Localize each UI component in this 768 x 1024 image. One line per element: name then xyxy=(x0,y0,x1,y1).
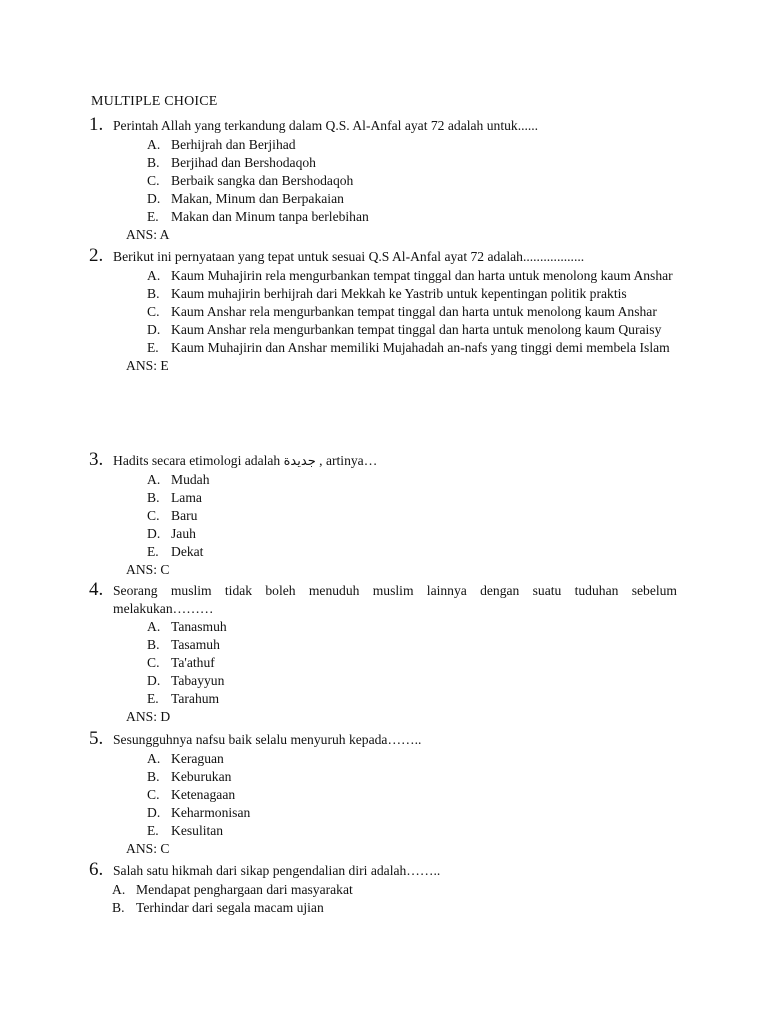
option-text: Kaum Muhajirin rela mengurbankan tempat tinggal dan harta untuk menolong kaum Anshar xyxy=(171,268,673,283)
option-text: Keraguan xyxy=(171,751,224,766)
option-letter: D. xyxy=(147,322,161,337)
options-list xyxy=(89,881,677,917)
option-letter: C. xyxy=(147,655,160,670)
answer-key: ANS: A xyxy=(126,227,170,242)
option-text: Tarahum xyxy=(171,691,220,706)
question-1 xyxy=(89,114,677,244)
option-letter: C. xyxy=(147,508,160,523)
option-e xyxy=(147,543,677,561)
option-text: Keharmonisan xyxy=(171,805,251,820)
option-d xyxy=(147,190,677,208)
option-letter: B. xyxy=(147,155,160,170)
option-letter: C. xyxy=(147,173,160,188)
option-d xyxy=(147,672,677,690)
option-text: Terhindar dari segala macam ujian xyxy=(136,900,324,915)
option-c xyxy=(147,507,677,525)
option-text: Dekat xyxy=(171,544,204,559)
option-letter: A. xyxy=(147,268,161,283)
question-number: 6. xyxy=(89,859,104,880)
arabic-term: جديدة xyxy=(283,454,316,469)
option-letter: D. xyxy=(147,526,161,541)
option-letter: B. xyxy=(147,769,160,784)
question-text: Salah satu hikmah dari sikap pengendalian diri adalah…….. xyxy=(113,863,441,878)
option-e xyxy=(147,208,677,226)
answer-key: ANS: E xyxy=(126,358,169,373)
option-text: Tabayyun xyxy=(171,673,225,688)
option-letter: C. xyxy=(147,787,160,802)
option-a xyxy=(147,618,677,636)
option-a xyxy=(147,267,677,285)
question-6 xyxy=(89,859,677,917)
option-b xyxy=(147,285,677,303)
options-list xyxy=(89,750,677,840)
option-text: Keburukan xyxy=(171,769,232,784)
question-text-before: Hadits secara etimologi adalah xyxy=(113,453,281,468)
question-number: 4. xyxy=(89,579,104,600)
option-c xyxy=(147,786,677,804)
option-text: Ta'athuf xyxy=(171,655,215,670)
options-list xyxy=(89,618,677,708)
option-text: Mendapat penghargaan dari masyarakat xyxy=(136,882,353,897)
options-list xyxy=(89,267,677,357)
option-letter: E. xyxy=(147,691,159,706)
option-text: Makan, Minum dan Berpakaian xyxy=(171,191,344,206)
section-heading: MULTIPLE CHOICE xyxy=(91,94,218,109)
option-d xyxy=(147,804,677,822)
option-b xyxy=(147,768,677,786)
option-text: Baru xyxy=(171,508,198,523)
question-2 xyxy=(89,245,677,375)
question-text xyxy=(113,452,677,471)
options-list xyxy=(89,136,677,226)
answer-key: ANS: D xyxy=(126,709,171,724)
option-d xyxy=(147,525,677,543)
question-number: 1. xyxy=(89,114,104,135)
option-e xyxy=(147,690,677,708)
option-text: Kaum Anshar rela mengurbankan tempat tinggal dan harta untuk menolong kaum Anshar xyxy=(171,304,657,319)
option-text: Kaum Muhajirin dan Anshar memiliki Mujahadah an-nafs yang tinggi demi membela Islam xyxy=(171,340,670,355)
option-text: Tanasmuh xyxy=(171,619,227,634)
answer-key: ANS: C xyxy=(126,562,170,577)
option-b xyxy=(147,489,677,507)
question-5 xyxy=(89,728,677,858)
option-a xyxy=(147,136,677,154)
option-c xyxy=(147,654,677,672)
option-letter: E. xyxy=(147,340,159,355)
option-c xyxy=(147,172,677,190)
option-letter: E. xyxy=(147,544,159,559)
option-text: Makan dan Minum tanpa berlebihan xyxy=(171,209,369,224)
option-letter: B. xyxy=(147,637,160,652)
option-letter: B. xyxy=(112,900,125,915)
question-number: 3. xyxy=(89,449,104,470)
option-letter: B. xyxy=(147,286,160,301)
option-text: Kesulitan xyxy=(171,823,224,838)
option-letter: A. xyxy=(147,472,161,487)
option-text: Berhijrah dan Berjihad xyxy=(171,137,296,152)
options-list xyxy=(89,471,677,561)
question-4 xyxy=(89,579,677,726)
option-letter: E. xyxy=(147,209,159,224)
option-e xyxy=(147,339,677,357)
option-text: Ketenagaan xyxy=(171,787,236,802)
question-text: Seorang muslim tidak boleh menuduh muslim lainnya dengan suatu tuduhan sebelum melakukan……… xyxy=(113,583,677,616)
option-letter: C. xyxy=(147,304,160,319)
option-letter: D. xyxy=(147,673,161,688)
option-a xyxy=(112,881,677,899)
option-letter: A. xyxy=(147,619,161,634)
option-text: Kaum Anshar rela mengurbankan tempat tinggal dan harta untuk menolong kaum Quraisy xyxy=(171,322,662,337)
option-text: Jauh xyxy=(171,526,196,541)
option-e xyxy=(147,822,677,840)
option-a xyxy=(147,750,677,768)
option-letter: D. xyxy=(147,191,161,206)
option-letter: E. xyxy=(147,823,159,838)
option-d xyxy=(147,321,677,339)
option-letter: A. xyxy=(147,137,161,152)
option-b xyxy=(147,154,677,172)
question-text: Berikut ini pernyataan yang tepat untuk sesuai Q.S Al-Anfal ayat 72 adalah.................. xyxy=(113,249,585,264)
option-letter: A. xyxy=(112,882,126,897)
option-text: Tasamuh xyxy=(171,637,220,652)
question-text: Sesungguhnya nafsu baik selalu menyuruh kepada…….. xyxy=(113,732,422,747)
option-c xyxy=(147,303,677,321)
option-b xyxy=(147,636,677,654)
answer-key: ANS: C xyxy=(126,841,170,856)
question-number: 5. xyxy=(89,728,104,749)
option-text: Lama xyxy=(171,490,202,505)
option-a xyxy=(147,471,677,489)
option-b xyxy=(112,899,677,917)
question-text: Perintah Allah yang terkandung dalam Q.S. Al-Anfal ayat 72 adalah untuk...... xyxy=(113,118,539,133)
option-letter: B. xyxy=(147,490,160,505)
option-text: Berjihad dan Bershodaqoh xyxy=(171,155,316,170)
option-text: Kaum muhajirin berhijrah dari Mekkah ke Yastrib untuk kepentingan politik praktis xyxy=(171,286,627,301)
question-number: 2. xyxy=(89,245,104,266)
question-3 xyxy=(89,449,677,579)
option-letter: D. xyxy=(147,805,161,820)
option-text: Mudah xyxy=(171,472,210,487)
option-text: Berbaik sangka dan Bershodaqoh xyxy=(171,173,354,188)
option-letter: A. xyxy=(147,751,161,766)
question-text-after: , artinya… xyxy=(319,453,378,468)
